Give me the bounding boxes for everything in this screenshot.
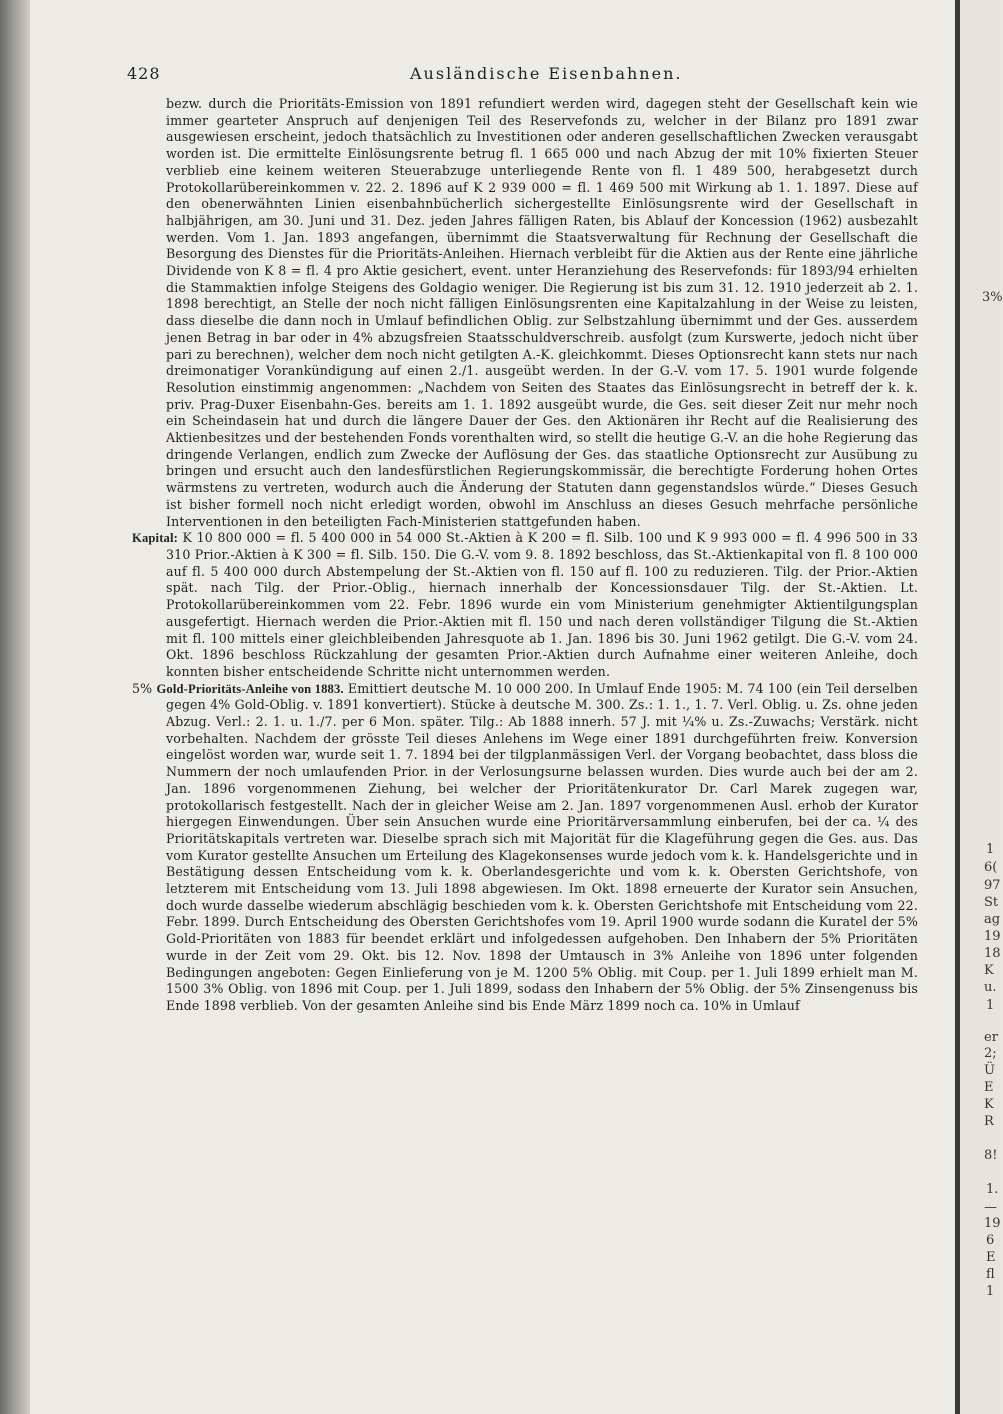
next-page-fragment: K [984,963,994,978]
next-page-fragment: E [986,1250,996,1265]
next-page-fragment: 1 [986,1284,995,1299]
next-page-fragment: 3% [982,290,1003,305]
next-page-fragment: 1 [986,842,995,857]
next-page-fragment: fl [986,1267,995,1282]
entry-prefix: 5% [132,680,153,696]
next-page-fragment: u. [984,980,997,995]
next-page-fragment: ag [984,912,1001,927]
next-page-fragment: E [984,1080,994,1095]
next-page-fragment: 19 [984,1216,1001,1231]
book-binding-edge [0,0,30,1414]
next-page-fragment: K [984,1097,994,1112]
next-page-fragment: er [984,1030,998,1045]
next-page-fragment: R [984,1114,994,1129]
next-page-fragment: 1. [986,1182,999,1197]
gold-loan-entry [132,680,919,1015]
entry-label-kapital: Kapital: [132,531,178,546]
next-page-fragment: 6 [986,1233,995,1248]
entry-text-gold-loan: Emittiert deutsche M. 10 000 200. In Umlauf Ende 1905: M. 74 100 (ein Teil derselben gegen 4% Gold-Oblig. v. 1891 konvertiert). Stücke à deutsche M. 300. Zs.: 1. 1., 1. 7. Verl. Oblig. u. Zs. ohne jeden Abzug. Verl.: 2. 1. u. 1./7. per 6 Mon. später. Tilg.: Ab 1888 innerh. 57 J. mit ¼% u. Zs.-Zuwachs; Verstärk. nicht vorbehalten. Nachdem der grösste Teil dieses Anlehens im Wege einer 1891 durchgeführten freiw. Konversion eingelöst worden war, wurde seit 1. 7. 1894 bei der tilgplanmässigen Verl. der Vorgang beobachtet, dass bloss die Nummern der noch umlaufenden Prior. in der Verlosungsurne belassen wurden. Dies wurde auch bei der am 2. Jan. 1896 vorgenommenen Ziehung, bei welcher der Prioritätenkurator Dr. Carl Marek zugegen war, protokollarisch festgestellt. Nach der in gleicher Weise am 2. Jan. 1897 vorgenommenen Ausl. erhob der Kurator hiergegen Einwendungen. Über sein Ansuchen wurde eine Prioritärversammlung einberufen, bei der ca. ¼ des Prioritätskapitals vertreten war. Dieselbe sprach sich mit Majorität für die Klageführung gegen die Ges. aus. Das vom Kurator gestellte Ansuchen um Erteilung des Klagekonsenses wurde jedoch vom k. k. Handelsgerichte und in Bestätigung dessen Entscheidung vom k. k. Oberlandesgerichte und vom k. k. Obersten Gerichtshofe, von letzterem mit Entscheidung vom 13. Juli 1898 abgewiesen. Im Okt. 1898 erneuerte der Kurator sein Ansuchen, doch wurde dasselbe wiederum abschlägig beschieden vom k. k. Obersten Gerichtshofe mit Entscheidung vom 22. Febr. 1899. Durch Entscheidung des Obersten Gerichtshofes vom 19. April 1900 wurde sodann die Kuratel der 5% Gold-Prioritäten von 1883 für beendet erklärt und infolgedessen aufgehoben. Den Inhabern der 5% Prioritäten wurde in der Zeit vom 29. Okt. bis 12. Nov. 1898 der Umtausch in 3% Anleihe von 1896 unter folgenden Bedingungen angeboten: Gegen Einlieferung von je M. 1200 5% Oblig. mit Coup. per 1. Juli 1899 erhielt man M. 1500 3% Oblig. von 1896 mit Coup. per 1. Juli 1899, sodass den Inhabern der 5% Oblig. der 5% Zinsengenuss bis Ende 1898 verblieb. Von der gesamten Anleihe sind bis Ende März 1899 noch ca. 10% in Umlauf [166,680,919,1013]
entry-text-kapital: K 10 800 000 = fl. 5 400 000 in 54 000 St.-Aktien à K 200 = fl. Silb. 100 und K 9 993 000 = fl. 4 996 500 in 33 310 Prior.-Aktien à K 300 = fl. Silb. 150. Die G.-V. vom 9. 8. 1892 beschloss, das St.-Aktienkapital von fl. 8 100 000 auf fl. 5 400 000 durch Abstempelung der St.-Aktien von fl. 150 auf fl. 100 zu reduzieren. Tilg. der Prior.-Aktien spät. nach Tilg. der Prior.-Oblig., hiernach innerhalb der Koncessionsdauer Tilg. der St.-Aktien. Lt. Protokollarübereinkommen vom 22. Febr. 1896 wurde ein vom Ministerium genehmigter Aktientilgungsplan ausgefertigt. Hiernach werden die Prior.-Aktien mit fl. 150 und nach deren vollständiger Tilgung die St.-Aktien mit fl. 100 mittels einer gleichbleibenden Jahresquote ab 1. Jan. 1896 bis 30. Juni 1962 getilgt. Die G.-V. vom 24. Okt. 1896 beschloss Rückzahlung der gesamten Prior.-Aktien durch Aufnahme einer weiteren Anleihe, doch konnten bisher entscheidende Schritte nicht unternommen werden. [166,530,918,679]
next-page-fragment: St [984,895,999,910]
next-page-fragment: 6( [984,860,998,875]
next-page-fragment: — [984,1200,997,1215]
page-body [132,96,919,1015]
entry-label-gold-loan: Gold-Prioritäts-Anleihe von 1883. [156,681,344,696]
capital-entry [132,530,918,680]
header-title: Ausländische Eisenbahnen. [410,64,683,83]
next-page-fragment: Ü [984,1063,995,1078]
body-paragraph: bezw. durch die Prioritäts-Emission von 1891 refundiert werden wird, dagegen steht der Gesellschaft kein wie immer gearteter Anspruch auf denjenigen Teil des Reservefonds zu, welcher in der Bilanz pro 1891 zwar ausgewiesen erscheint, jedoch thatsächlich zu Investitionen oder anderen gesellschaftlichen Zwecken verausgabt worden ist. Die ermittelte Einlösungsrente betrug fl. 1 665 000 und nach Abzug der mit 10% fixierten Steuer verblieb eine keinem weiteren Steuerabzuge unterliegende Rente von fl. 1 489 500, herabgesetzt durch Protokollarübereinkommen v. 22. 2. 1896 auf K 2 939 000 = fl. 1 469 500 mit Wirkung ab 1. 1. 1897. Diese auf den obenerwähnten Linien eisenbahnbücherlich sichergestellte Einlösungsrente wird der Gesellschaft in halbjährigen, am 30. Juni und 31. Dez. jeden Jahres fälligen Raten, bis Ablauf der Koncession (1962) ausbezahlt werden. Vom 1. Jan. 1893 angefangen, übernimmt die Staatsverwaltung für Rechnung der Gesellschaft die Besorgung des Dienstes für die Prioritäts-Anleihen. Hiernach verbleibt für die Aktien aus der Rente eine jährliche Dividende von K 8 = fl. 4 pro Aktie gesichert, event. unter Heranziehung des Reservefonds: für 1893/94 erhielten die Stammaktien infolge Steigens des Goldagio weniger. Die Regierung ist bis zum 31. 12. 1910 jederzeit ab 2. 1. 1898 berechtigt, an Stelle der noch nicht fälligen Einlösungsrenten eine Kapitalzahlung in der Weise zu leisten, dass dieselbe die dann noch in Umlauf befindlichen Oblig. zur Selbstzahlung übernimmt und der Ges. ausserdem jenen Betrag in bar oder in 4% abzugsfreien Staatsschuldverschreib. ausfolgt (zum Kurswerte, jedoch nicht über pari zu berechnen), welcher dem noch nicht getilgten A.-K. gleichkommt. Dieses Optionsrecht kann stets nur nach dreimonatiger Vorankündigung auf einen 2./1. ausgeübt werden. In der G.-V. vom 17. 5. 1901 wurde folgende Resolution einstimmig angenommen: „Nachdem von Seiten des Staates das Einlösungsrecht in betreff der k. k. priv. Prag-Duxer Eisenbahn-Ges. bereits am 1. 1. 1892 ausgeübt wurde, die Ges. seit dieser Zeit nur mehr noch ein Scheindasein hat und durch die längere Dauer der Ges. den Aktionären ihr Recht auf die Realisierung des Aktienbesitzes und der bestehenden Fonds vorenthalten wird, so stellt die heutige G.-V. an die hohe Regierung das dringende Verlangen, endlich zum Zwecke der Auflösung der Ges. das staatliche Optionsrecht zur Ausübung zu bringen und ersucht auch den landesfürstlichen Regierungskommissär, die berechtigte Forderung hohen Ortes wärmstens zu vertreten, wodurch auch die Änderung der Statuten dann gegenstandslos würde.“ Dieses Gesuch ist bisher formell noch nicht erledigt worden, obwohl im Anschluss an dieses Gesuch mehrfache persönliche Interventionen in den beteiligten Fach-Ministerien stattgefunden haben. [166,96,918,529]
next-page-fragment: 8! [984,1148,998,1163]
next-page-fragment: 2; [984,1046,997,1061]
next-page-fragment: 1 [986,998,995,1013]
next-page-fragment: 18 [984,946,1001,961]
next-page-fragment: 97 [984,878,1001,893]
next-page-fragment: 19 [984,929,1001,944]
page-number: 428 [127,64,161,83]
running-head [0,64,1000,86]
